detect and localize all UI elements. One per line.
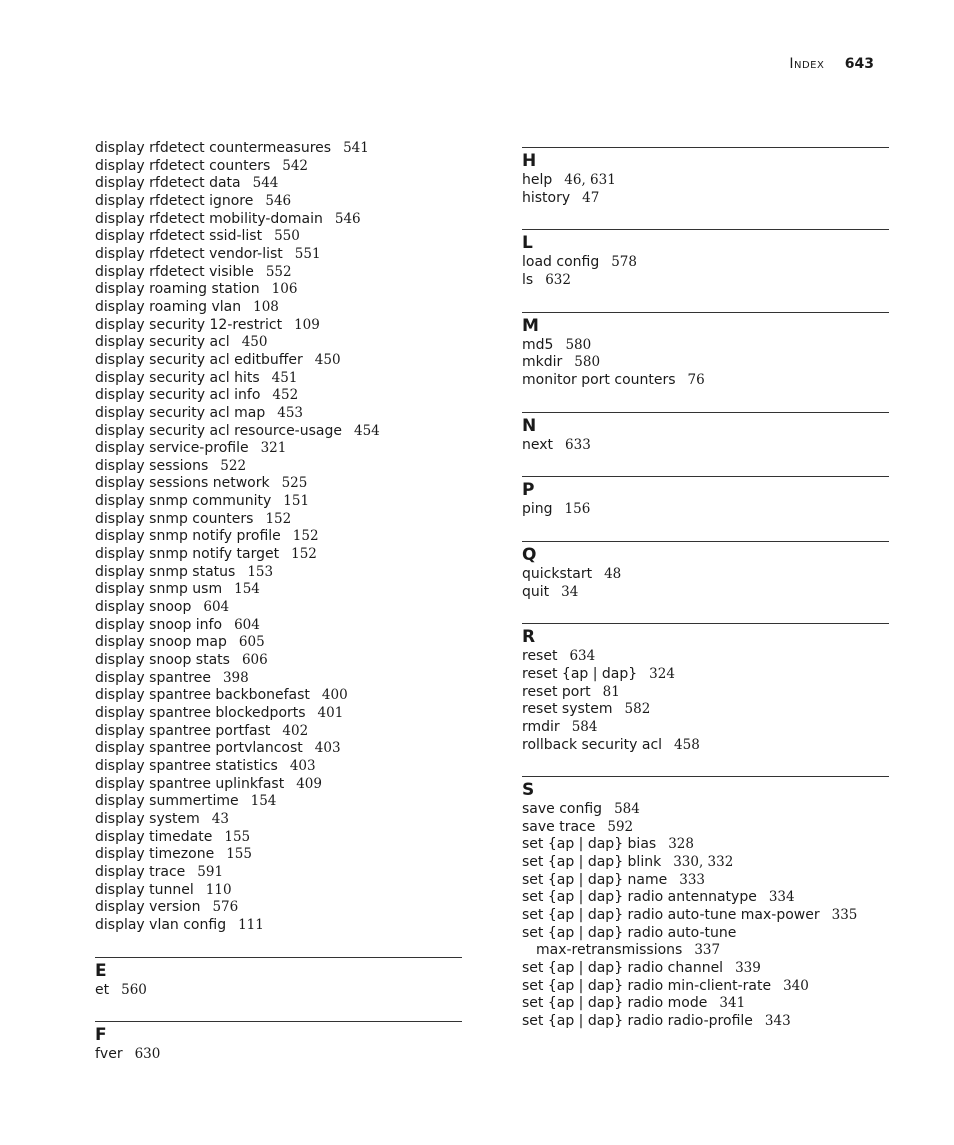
index-term: quickstart <box>522 565 593 582</box>
index-entry <box>522 925 889 943</box>
page-reference: 155 <box>224 828 251 845</box>
index-entry <box>95 634 462 652</box>
index-term: display snmp notify profile <box>95 528 281 545</box>
index-term: rmdir <box>522 718 560 735</box>
index-section-h <box>522 147 889 207</box>
index-entry <box>522 1013 889 1031</box>
page-reference: 450 <box>241 334 268 351</box>
page-reference: 154 <box>234 581 260 598</box>
index-entry <box>95 175 462 193</box>
left-index-column <box>95 140 462 1064</box>
index-term: history <box>522 189 571 206</box>
index-term: display summertime <box>95 793 239 810</box>
index-term: display rfdetect mobility-domain <box>95 210 323 227</box>
index-term: display spantree blockedports <box>95 705 306 721</box>
index-entry <box>95 982 462 1000</box>
page-reference: 604 <box>203 599 230 616</box>
index-entry <box>522 372 889 390</box>
index-entry <box>522 819 889 837</box>
section-letter: N <box>522 415 537 436</box>
index-term: display spantree <box>95 669 211 686</box>
index-entry <box>522 254 889 272</box>
index-entry <box>522 337 889 355</box>
page-reference: 155 <box>226 846 252 863</box>
page-reference: 111 <box>238 916 264 933</box>
running-header <box>789 56 874 72</box>
index-entry <box>522 907 889 925</box>
index-entry <box>95 723 462 741</box>
page-reference: 108 <box>253 298 279 315</box>
page-reference: 551 <box>294 245 321 262</box>
index-term: max-retransmissions <box>536 942 683 959</box>
index-entry <box>95 882 462 900</box>
section-divider <box>522 776 889 777</box>
page-reference: 451 <box>271 369 298 386</box>
page-reference: 341 <box>719 995 746 1012</box>
section-letter: H <box>522 151 537 171</box>
index-term: display security acl <box>95 334 230 351</box>
index-entry <box>95 652 462 670</box>
index-term: display security acl map <box>95 404 266 421</box>
page-reference: 153 <box>247 563 274 580</box>
index-entry <box>522 701 889 719</box>
index-entry <box>95 546 462 564</box>
index-entry <box>95 440 462 458</box>
page-reference: 450 <box>314 351 341 368</box>
page-reference: 458 <box>674 736 700 753</box>
index-term: load config <box>522 254 600 271</box>
section-divider <box>522 312 889 313</box>
index-entry <box>95 458 462 476</box>
index-entry <box>95 670 462 688</box>
page-reference: 328 <box>668 836 694 853</box>
section-gap <box>522 207 889 229</box>
index-entry <box>95 493 462 511</box>
index-term: set {ap | dap} blink <box>522 854 662 871</box>
index-term: display rfdetect ignore <box>95 192 254 209</box>
index-entry <box>95 599 462 617</box>
section-letter: P <box>522 480 535 501</box>
index-term: fver <box>95 1046 123 1063</box>
page-reference: 606 <box>241 652 268 669</box>
page-reference: 109 <box>294 316 320 333</box>
index-section-s <box>522 754 889 1031</box>
page-reference: 110 <box>205 881 232 898</box>
index-entry <box>95 705 462 723</box>
index-term: display snmp community <box>95 493 272 510</box>
page-reference: 330, 332 <box>673 854 734 871</box>
index-entry <box>95 370 462 388</box>
page-reference: 578 <box>611 254 637 271</box>
index-entry <box>522 437 889 455</box>
index-term: display spantree portfast <box>95 722 271 739</box>
section-letter: F <box>95 1025 107 1046</box>
page-reference: 46, 631 <box>564 172 616 188</box>
page-reference: 605 <box>238 634 265 651</box>
index-term: display security acl editbuffer <box>95 351 303 368</box>
index-entry <box>95 793 462 811</box>
index-term: display system <box>95 810 200 827</box>
page-reference: 592 <box>607 818 634 835</box>
section-divider <box>522 147 889 148</box>
index-term: display rfdetect ssid-list <box>95 228 263 245</box>
index-term: display spantree uplinkfast <box>95 775 285 792</box>
page-reference: 403 <box>314 740 341 757</box>
section-letter: M <box>522 315 539 336</box>
index-term: display rfdetect countermeasures <box>95 140 332 156</box>
page-reference: 634 <box>569 648 596 665</box>
page-reference: 582 <box>624 701 651 718</box>
section-divider <box>522 229 889 230</box>
index-entry <box>522 501 889 519</box>
page-reference: 324 <box>649 665 675 682</box>
page-reference: 152 <box>291 546 317 563</box>
index-entry <box>522 801 889 819</box>
page-reference: 452 <box>272 387 299 404</box>
index-term: display rfdetect data <box>95 175 241 192</box>
section-divider <box>522 623 889 624</box>
page-reference: 546 <box>265 192 292 209</box>
page-reference: 106 <box>271 281 298 298</box>
section-gap <box>522 390 889 412</box>
index-entry <box>95 423 462 441</box>
index-entry <box>522 172 889 190</box>
index-term: next <box>522 436 554 453</box>
section-gap <box>522 519 889 541</box>
index-term: md5 <box>522 336 554 353</box>
index-entry <box>95 581 462 599</box>
index-entry <box>95 846 462 864</box>
index-entry <box>522 889 889 907</box>
page-reference: 544 <box>252 175 279 192</box>
index-term: display security acl resource-usage <box>95 422 342 439</box>
page-reference: 552 <box>265 263 292 280</box>
index-entry <box>522 978 889 996</box>
index-term: display security 12-restrict <box>95 316 283 333</box>
section-letter: L <box>522 233 533 254</box>
index-entry <box>522 854 889 872</box>
index-term: display snmp usm <box>95 581 223 598</box>
index-term: save config <box>522 801 603 818</box>
page-reference: 337 <box>694 942 721 959</box>
page-reference: 333 <box>679 871 706 888</box>
index-term: quit <box>522 583 550 600</box>
index-term: display spantree portvlancost <box>95 740 303 757</box>
page-reference: 81 <box>602 683 620 700</box>
index-term: mkdir <box>522 354 563 371</box>
index-term: reset port <box>522 683 591 700</box>
page-reference: 152 <box>292 528 319 545</box>
index-entry <box>95 228 462 246</box>
index-term: display version <box>95 899 201 916</box>
index-term: ls <box>522 271 534 288</box>
index-term: set {ap | dap} radio mode <box>522 995 708 1012</box>
index-term: display security acl hits <box>95 369 260 386</box>
index-term: display timedate <box>95 828 213 845</box>
page-reference: 47 <box>582 189 600 206</box>
index-entry <box>95 405 462 423</box>
index-entry <box>95 264 462 282</box>
index-section-l <box>522 207 889 289</box>
index-entry <box>95 334 462 352</box>
section-letter: E <box>95 960 107 981</box>
section-gap <box>522 454 889 476</box>
section-letter: S <box>522 780 535 801</box>
page-reference: 584 <box>571 718 598 735</box>
index-entry <box>95 158 462 176</box>
index-term: monitor port counters <box>522 371 676 388</box>
index-term: display vlan config <box>95 916 227 933</box>
index-entry <box>95 917 462 935</box>
page-reference: 632 <box>545 271 571 288</box>
index-entry <box>522 584 889 602</box>
index-entry <box>522 942 889 960</box>
index-term: save trace <box>522 818 596 835</box>
page-reference: 151 <box>283 493 310 510</box>
index-term: et <box>95 981 110 998</box>
index-entry <box>522 737 889 755</box>
index-section-e <box>95 935 462 1000</box>
page-reference: 560 <box>121 981 147 998</box>
page-reference: 401 <box>317 705 344 721</box>
index-entry <box>95 317 462 335</box>
page-reference: 550 <box>274 228 300 245</box>
index-term: display snmp notify target <box>95 546 280 563</box>
section-gap <box>95 935 462 957</box>
index-term: help <box>522 172 553 188</box>
page-reference: 633 <box>565 436 591 453</box>
page-reference: 48 <box>604 565 622 582</box>
page-reference: 343 <box>764 1013 791 1030</box>
index-entry <box>95 617 462 635</box>
page-reference: 398 <box>222 669 249 686</box>
index-section-p <box>522 454 889 519</box>
page-reference: 152 <box>265 510 292 527</box>
index-entry <box>95 281 462 299</box>
index-term: display sessions network <box>95 475 270 492</box>
index-entry <box>95 299 462 317</box>
index-term: ping <box>522 501 553 518</box>
index-entry <box>95 740 462 758</box>
index-section-m <box>522 290 889 390</box>
index-entry <box>95 511 462 529</box>
page-reference: 76 <box>687 371 705 388</box>
section-letter: Q <box>522 544 537 565</box>
index-term: set {ap | dap} radio min-client-rate <box>522 977 772 994</box>
page-reference: 321 <box>260 440 287 457</box>
index-term: set {ap | dap} radio radio-profile <box>522 1013 753 1030</box>
header-label: Index <box>789 56 825 72</box>
index-entry <box>522 666 889 684</box>
page-reference: 156 <box>564 501 591 518</box>
page-reference: 546 <box>334 210 361 227</box>
index-entry <box>522 872 889 890</box>
page-reference: 454 <box>353 422 380 439</box>
index-entry <box>95 140 462 158</box>
index-entry <box>95 211 462 229</box>
index-entry <box>95 246 462 264</box>
index-entry <box>95 528 462 546</box>
page-reference: 576 <box>212 899 239 916</box>
page-reference: 335 <box>831 907 858 924</box>
index-term: display snoop <box>95 599 192 616</box>
index-term: display tunnel <box>95 881 194 898</box>
page-reference: 580 <box>565 336 592 353</box>
index-term: reset {ap | dap} <box>522 665 638 682</box>
index-term: display snmp status <box>95 563 236 580</box>
page-reference: 340 <box>783 977 809 994</box>
index-term: display roaming vlan <box>95 298 242 315</box>
index-entry <box>522 719 889 737</box>
page-reference: 541 <box>343 140 369 156</box>
page-reference: 34 <box>561 583 579 600</box>
page-reference: 402 <box>282 722 309 739</box>
index-term: display rfdetect counters <box>95 157 271 174</box>
index-term: reset system <box>522 701 613 718</box>
index-term: set {ap | dap} radio channel <box>522 960 724 977</box>
index-entry <box>95 776 462 794</box>
index-term: display sessions <box>95 457 209 474</box>
index-section-f <box>95 999 462 1064</box>
index-entry <box>95 387 462 405</box>
index-term: set {ap | dap} radio auto-tune max-power <box>522 907 820 924</box>
index-term: set {ap | dap} name <box>522 871 668 888</box>
index-entry <box>95 564 462 582</box>
section-gap <box>522 754 889 776</box>
index-term: display rfdetect vendor-list <box>95 245 283 262</box>
index-entry <box>95 899 462 917</box>
page-reference: 591 <box>197 863 224 880</box>
section-divider <box>522 476 889 477</box>
index-entry <box>522 684 889 702</box>
section-gap <box>522 290 889 312</box>
index-term: display snoop stats <box>95 652 230 669</box>
page-reference: 522 <box>220 457 247 474</box>
index-term: rollback security acl <box>522 736 663 753</box>
index-term: set {ap | dap} bias <box>522 836 657 853</box>
page-reference: 525 <box>281 475 308 492</box>
section-divider <box>95 1021 462 1022</box>
index-entry <box>95 193 462 211</box>
index-term: display snoop map <box>95 634 227 651</box>
index-entry <box>95 1046 462 1064</box>
index-entry <box>95 687 462 705</box>
section-letter: R <box>522 627 536 648</box>
index-section-q <box>522 519 889 601</box>
index-entry <box>95 475 462 493</box>
index-term: display rfdetect visible <box>95 263 254 280</box>
index-term: display trace <box>95 863 186 880</box>
index-term: display roaming station <box>95 281 260 298</box>
section-divider <box>522 412 889 413</box>
page-number: 643 <box>844 56 874 72</box>
index-entry <box>95 829 462 847</box>
index-term: display service-profile <box>95 440 249 457</box>
index-term: display security acl info <box>95 387 261 404</box>
index-entry <box>95 758 462 776</box>
index-term: set {ap | dap} radio antennatype <box>522 889 757 906</box>
index-term: display spantree backbonefast <box>95 687 310 704</box>
page-reference: 339 <box>735 960 761 977</box>
index-term: display snmp counters <box>95 510 254 527</box>
page-reference: 542 <box>282 157 309 174</box>
section-gap <box>95 999 462 1021</box>
index-entry <box>522 995 889 1013</box>
index-entry <box>522 960 889 978</box>
index-entry <box>95 811 462 829</box>
index-term: reset <box>522 648 558 665</box>
index-entry <box>522 272 889 290</box>
section-gap <box>522 601 889 623</box>
page-reference: 334 <box>768 889 795 906</box>
page-reference: 580 <box>574 354 601 371</box>
page-reference: 400 <box>321 687 348 704</box>
index-term: display spantree statistics <box>95 757 278 774</box>
page-reference: 403 <box>289 757 316 774</box>
page-reference: 453 <box>277 404 304 421</box>
index-term: set {ap | dap} radio auto-tune <box>522 924 737 941</box>
right-index-column <box>522 147 889 1031</box>
page-reference: 584 <box>614 801 640 818</box>
index-entry <box>95 864 462 882</box>
page-reference: 630 <box>134 1046 161 1063</box>
section-divider <box>95 957 462 958</box>
index-entry <box>522 648 889 666</box>
index-entry <box>95 352 462 370</box>
page-reference: 154 <box>250 793 277 810</box>
page-reference: 604 <box>234 616 260 633</box>
index-section-r <box>522 601 889 754</box>
section-divider <box>522 541 889 542</box>
page-reference: 43 <box>211 810 229 827</box>
index-term: display timezone <box>95 846 215 863</box>
index-term: display snoop info <box>95 616 223 633</box>
index-entry <box>522 836 889 854</box>
index-entry <box>522 566 889 584</box>
index-entry <box>522 354 889 372</box>
index-entry <box>522 190 889 208</box>
index-section-n <box>522 390 889 455</box>
page-reference: 409 <box>296 775 322 792</box>
